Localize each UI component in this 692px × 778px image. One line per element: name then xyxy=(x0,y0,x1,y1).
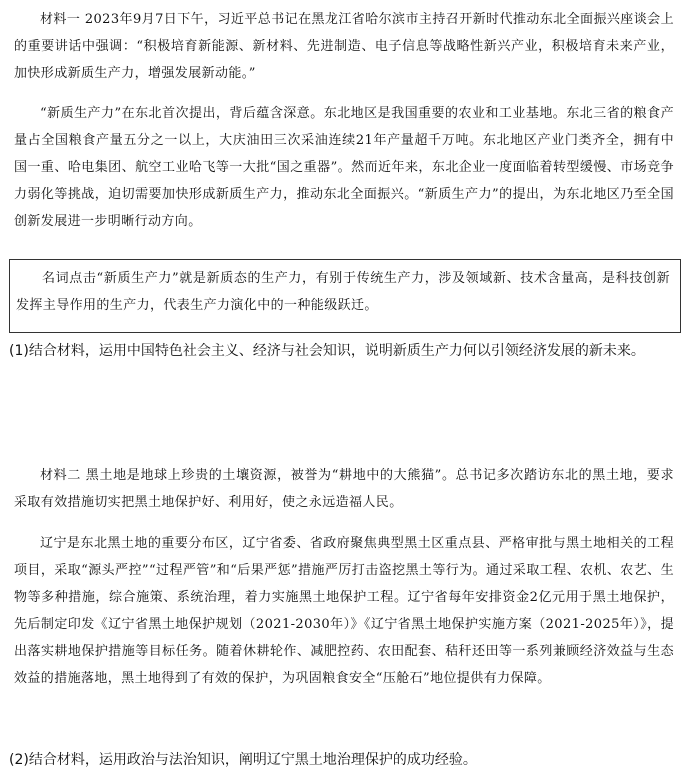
material2-paragraph2: 辽宁是东北黑土地的重要分布区，辽宁省委、省政府聚焦典型黑土区重点县、严格审批与黑土地相关的工程项目，采取“源头严控”“过程严管”和“后果严惩”措施严厉打击盗挖黑土等行为。通过采取工程、农机、农艺、生物等多种措施，综合施策、系统治理，着力实施黑土地保护工程。辽宁省每年安排资金2亿元用于黑土地保护，先后制定印发《辽宁省黑土地保护规划（2021-2030年）》《辽宁省黑土地保护实施方案（2021-2025年）》，提出落实耕地保护措施等目标任务。随着休耕轮作、减肥控药、农田配套、秸秆还田等一系列兼顾经济效益与生态效益的措施落地，黑土地得到了有效的保护，为巩固粮食安全“压舱石”地位提供有力保障。 xyxy=(14,536,674,686)
definition-box xyxy=(9,259,681,333)
definition-text: 名词点击“新质生产力”就是新质态的生产力，有别于传统生产力，涉及领域新、技术含量高，是科技创新发挥主导作用的生产力，代表生产力演化中的一种能级跃迁。 xyxy=(16,271,670,313)
material1-paragraph1: 材料一 2023年9月7日下午，习近平总书记在黑龙江省哈尔滨市主持召开新时代推动东北全面振兴座谈会上的重要讲话中强调：“积极培育新能源、新材料、先进制造、电子信息等战略性新兴产业，积极培育未来产业，加快形成新质生产力，增强发展新动能。” xyxy=(14,12,674,81)
question-1: (1)结合材料，运用中国特色社会主义、经济与社会知识，说明新质生产力何以引领经济发展的新未来。 xyxy=(9,343,645,359)
material2-paragraph1: 材料二 黑土地是地球上珍贵的土壤资源，被誉为“耕地中的大熊猫”。总书记多次踏访东北的黑土地，要求采取有效措施切实把黑土地保护好、利用好，使之永远造福人民。 xyxy=(14,468,674,510)
question-2: (2)结合材料，运用政治与法治知识，阐明辽宁黑土地治理保护的成功经验。 xyxy=(9,752,477,768)
material1-paragraph2: “新质生产力”在东北首次提出，背后蕴含深意。东北地区是我国重要的农业和工业基地。东北三省的粮食产量占全国粮食产量五分之一以上，大庆油田三次采油连续21年产量超千万吨。东北地区产业门类齐全，拥有中国一重、哈电集团、航空工业哈飞等一大批“国之重器”。然而近年来，东北企业一度面临着转型缓慢、市场竞争力弱化等挑战，迫切需要加快形成新质生产力，推动东北全面振兴。“新质生产力”的提出，为东北地区乃至全国创新发展进一步明晰行动方向。 xyxy=(14,106,674,229)
